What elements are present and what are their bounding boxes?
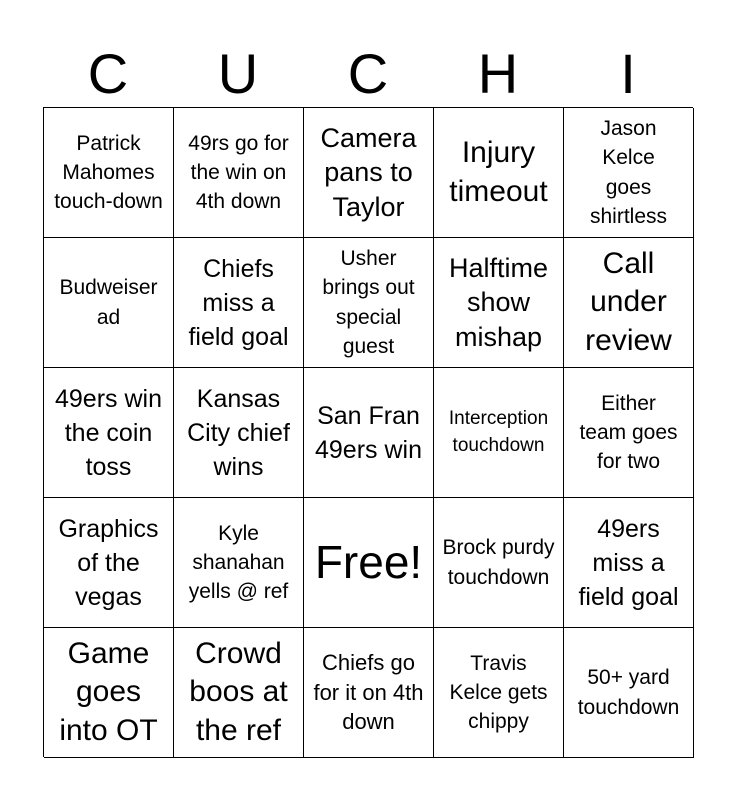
- free-space: Free!: [314, 536, 423, 589]
- header-letter-1: C: [87, 42, 129, 105]
- cell-text: 49ers miss a field goal: [578, 514, 679, 611]
- cell-text: Jason Kelce goes shirtless: [589, 117, 668, 228]
- bingo-cell[interactable]: [434, 238, 564, 368]
- cell-text: Chiefs go for it on 4th down: [313, 649, 424, 735]
- cell-text: Graphics of the vegas: [58, 514, 159, 611]
- cell-text: Budweiser ad: [59, 276, 158, 329]
- cell-text: Either team goes for two: [579, 391, 678, 474]
- bingo-cell[interactable]: [174, 368, 304, 498]
- header-letter-2: U: [217, 42, 259, 105]
- bingo-header: [43, 40, 693, 108]
- cell-text: Call under review: [585, 246, 672, 357]
- bingo-cell[interactable]: [564, 238, 694, 368]
- bingo-cell[interactable]: [174, 498, 304, 628]
- bingo-cell[interactable]: [44, 498, 174, 628]
- bingo-cell[interactable]: [304, 498, 434, 628]
- bingo-cell[interactable]: [564, 368, 694, 498]
- bingo-cell[interactable]: [44, 238, 174, 368]
- cell-text: Patrick Mahomes touch-down: [54, 131, 163, 214]
- bingo-cell[interactable]: [174, 238, 304, 368]
- bingo-cell[interactable]: [44, 368, 174, 498]
- header-letter-4: H: [477, 42, 519, 105]
- bingo-cell[interactable]: [304, 628, 434, 758]
- cell-text: 49ers win the coin toss: [55, 384, 162, 481]
- cell-text: Chiefs miss a field goal: [188, 254, 289, 351]
- cell-text: 50+ yard touchdown: [577, 666, 680, 719]
- cell-text: Interception touchdown: [448, 408, 549, 456]
- bingo-cell[interactable]: [434, 498, 564, 628]
- bingo-cell[interactable]: [44, 108, 174, 238]
- cell-text: Kansas City chief wins: [187, 384, 290, 481]
- cell-text: Brock purdy touchdown: [442, 536, 555, 589]
- bingo-cell[interactable]: [434, 628, 564, 758]
- bingo-cell[interactable]: [434, 108, 564, 238]
- cell-text: Travis Kelce gets chippy: [449, 651, 548, 734]
- cell-text: Kyle shanahan yells @ ref: [188, 521, 289, 604]
- bingo-cell[interactable]: [564, 628, 694, 758]
- cell-text: Halftime show mishap: [448, 253, 549, 352]
- cell-text: 49rs go for the win on 4th down: [188, 131, 289, 214]
- bingo-cell[interactable]: [304, 108, 434, 238]
- bingo-board: [43, 107, 693, 757]
- header-letter-5: I: [620, 42, 636, 105]
- bingo-cell[interactable]: [304, 238, 434, 368]
- bingo-cell[interactable]: [564, 108, 694, 238]
- bingo-cell[interactable]: [174, 108, 304, 238]
- bingo-cell[interactable]: [304, 368, 434, 498]
- bingo-cell[interactable]: [174, 628, 304, 758]
- cell-text: Game goes into OT: [59, 636, 158, 747]
- cell-text: San Fran 49ers win: [315, 401, 422, 464]
- bingo-cell[interactable]: [564, 498, 694, 628]
- header-letter-3: C: [347, 42, 389, 105]
- cell-text: Crowd boos at the ref: [189, 636, 288, 747]
- cell-text: Camera pans to Taylor: [320, 123, 417, 222]
- bingo-cell[interactable]: [44, 628, 174, 758]
- cell-text: Usher brings out special guest: [322, 247, 415, 358]
- cell-text: Injury timeout: [449, 136, 548, 208]
- bingo-cell[interactable]: [434, 368, 564, 498]
